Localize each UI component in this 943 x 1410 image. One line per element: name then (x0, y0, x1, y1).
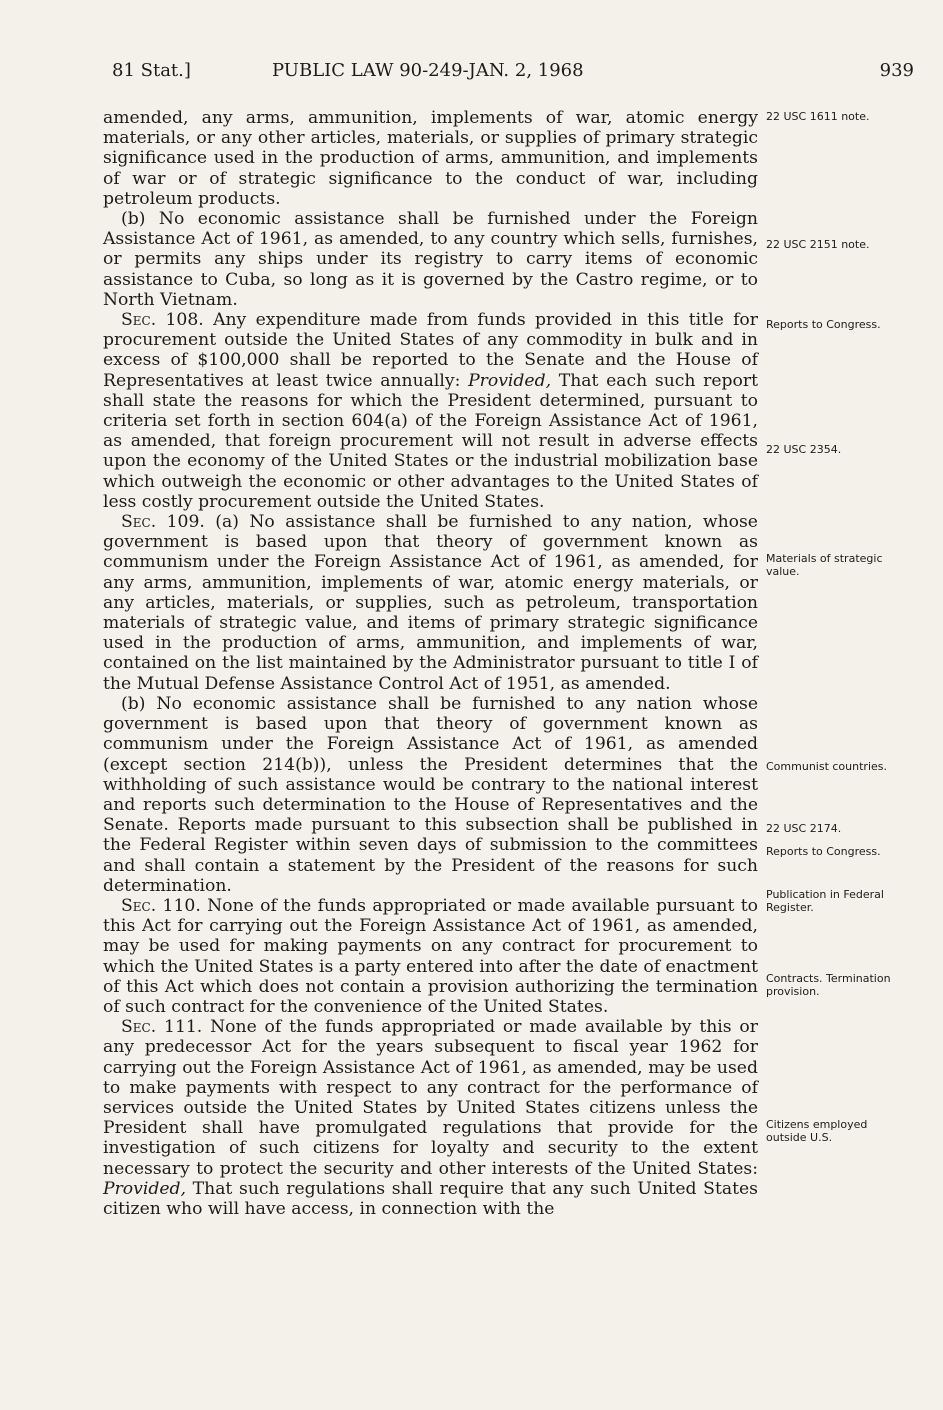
section-number: Sec. 109. (121, 512, 205, 533)
section-number: Sec. 111. (121, 1017, 203, 1038)
section-number: Sec. 108. (121, 310, 204, 331)
margin-note: 22 USC 2151 note. (766, 238, 870, 251)
paragraph: (b) No economic assistance shall be furnished to any nation whose government is based upon that theory of government known as communism under the Foreign Assistance Act of 1961, as amended (except section 214(b)), unless the President determines that the withholding of such assistance would be contrary to the national interest and reports such determination to the House of Representatives and the Senate. Reports made pursuant to this subsection shall be published in the Federal Register within seven days of submission to the committees and shall contain a statement by the President of the reasons for such determination. (103, 693, 758, 896)
section-number: Sec. 110. (121, 895, 201, 916)
margin-note: 22 USC 2354. (766, 443, 842, 456)
italic-provided: Provided, (103, 1178, 186, 1199)
paragraph: Sec. 108. Any expenditure made from funds provided in this title for procurement outside the United States of any commodity in bulk and in excess of $100,000 shall be reported to the Senate and the House of Representatives at least twice annually: Provided, That each such report shall state the reasons for which the President determined, pursuant to criteria set forth in section 604(a) of the Foreign Assistance Act of 1961, as amended, that foreign procurement will not result in adverse effects upon the economy of the United States or the industrial mobilization base which outweigh the economic or other advantages to the United States of less costly procurement outside the United States. (103, 310, 758, 512)
page-header (112, 60, 914, 90)
margin-note: Contracts. Termination provision. (766, 972, 891, 998)
paragraph: Sec. 110. None of the funds appropriated or made available pursuant to this Act for carrying out the Foreign Assistance Act of 1961, as amended, may be used for making payments on any contract for procurement to which the United States is a party entered into after the date of enactment of this Act which does not contain a provision authorizing the termination of such contract for the convenience of the United States. (103, 895, 758, 1017)
paragraph: Sec. 111. None of the funds appropriated or made available by this or any predecessor Act for the years subsequent to fiscal year 1962 for carrying out the Foreign Assistance Act of 1961, as amended, may be used to make payments with respect to any contract for the performance of services outside the United States by United States citizens unless the President shall have promulgated regulations that provide for the investigation of such citizens for loyalty and security to the extent necessary to protect the security and other interests of the United States: Provided, That such regulations shall require that any such United States citizen who will have access, in connection with the (103, 1017, 758, 1219)
paragraph: amended, any arms, ammunition, implements of war, atomic energy materials, or any other articles, materials, or supplies of primary strategic significance used in the production of arms, ammunition, and implements of war or of strategic significance to the conduct of war, including petroleum products. (103, 108, 758, 209)
margin-note: 22 USC 1611 note. (766, 110, 870, 123)
margin-note: Reports to Congress. (766, 845, 881, 858)
margin-note: Publication in Federal Register. (766, 888, 884, 914)
margin-note: Materials of strategic value. (766, 552, 883, 578)
margin-note: Citizens employed outside U.S. (766, 1118, 868, 1144)
margin-note: 22 USC 2174. (766, 822, 842, 835)
margin-note: Reports to Congress. (766, 318, 881, 331)
statute-reference: 81 Stat.] (112, 60, 191, 81)
page-number: 939 (879, 60, 914, 81)
paragraph: (b) No economic assistance shall be furnished under the Foreign Assistance Act of 1961, as amended, to any country which sells, furnishes, or permits any ships under its registry to carry items of economic assistance to Cuba, so long as it is governed by the Castro regime, or to North Vietnam. (103, 209, 758, 310)
main-text (103, 108, 758, 1219)
paragraph: Sec. 109. (a) No assistance shall be furnished to any nation, whose government is based upon that theory of government known as communism under the Foreign Assistance Act of 1961, as amended, for any arms, ammunition, implements of war, atomic energy materials, or any articles, materials, or supplies, such as petroleum, transportation materials of strategic value, and items of primary strategic significance used in the production of arms, ammunition, and implements of war, contained on the list maintained by the Administrator pursuant to title I of the Mutual Defense Assistance Control Act of 1951, as amended. (103, 512, 758, 694)
page-title: PUBLIC LAW 90-249-JAN. 2, 1968 (272, 60, 584, 81)
italic-provided: Provided, (468, 370, 552, 391)
margin-note: Communist countries. (766, 760, 887, 773)
